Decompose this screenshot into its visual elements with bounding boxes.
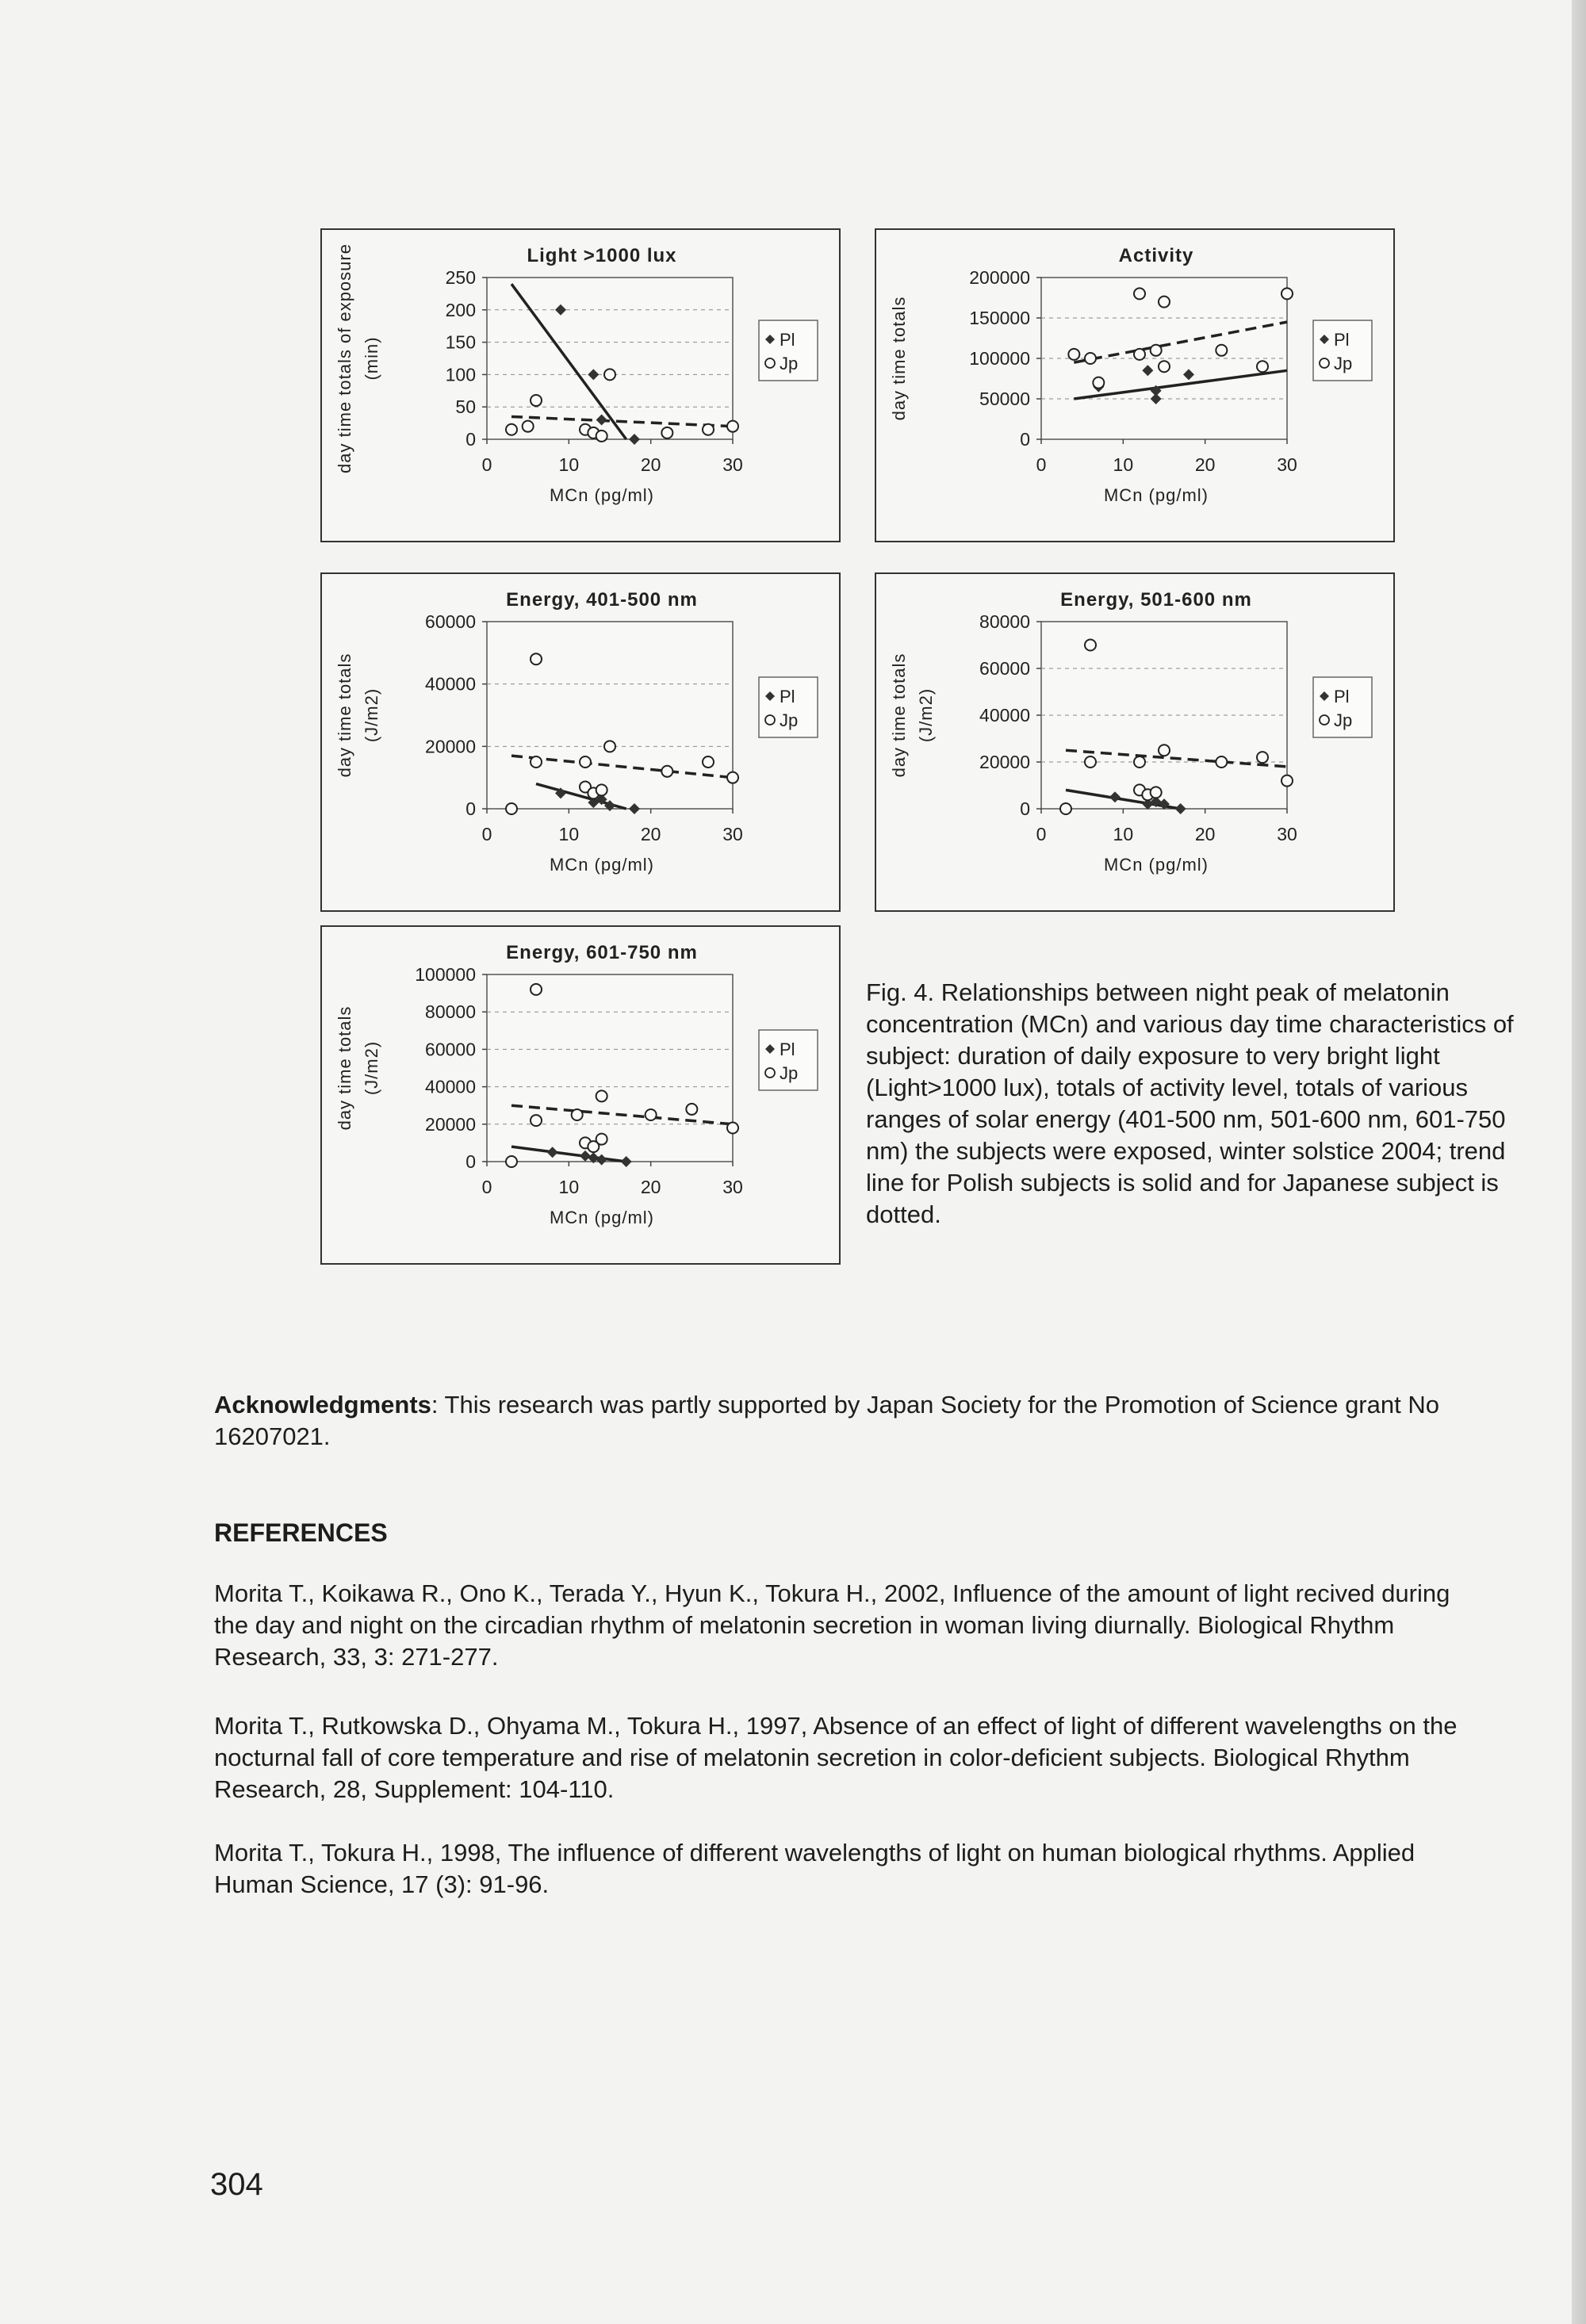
y-tick-label: 0: [465, 429, 476, 450]
data-point-jp: [703, 424, 714, 435]
data-point-jp: [531, 395, 542, 406]
x-tick-label: 0: [481, 1177, 492, 1197]
y-axis-label: day time totals: [889, 296, 909, 421]
plot-area: [487, 622, 733, 809]
x-tick-label: 10: [558, 824, 580, 844]
data-point-jp: [523, 421, 534, 432]
data-point-jp: [506, 424, 517, 435]
y-tick-label: 50000: [979, 389, 1030, 409]
x-tick-label: 0: [481, 454, 492, 475]
y-tick-label: 100000: [415, 964, 476, 985]
data-point-jp: [1151, 345, 1162, 356]
data-point-jp: [1159, 745, 1170, 756]
legend-pl-label: Pl: [780, 1039, 795, 1059]
data-point-jp: [531, 653, 542, 664]
acknowledgments: [214, 1389, 1467, 1453]
y-tick-label: 60000: [425, 611, 476, 632]
data-point-jp: [531, 1115, 542, 1126]
data-point-jp: [686, 1104, 697, 1115]
y-tick-label: 150: [445, 331, 476, 353]
x-tick-label: 10: [1113, 454, 1134, 475]
chart-light: [320, 228, 841, 542]
data-point-jp: [531, 756, 542, 768]
y-tick-label: 250: [445, 267, 476, 288]
data-point-jp: [506, 1156, 517, 1167]
data-point-jp: [1281, 775, 1293, 787]
y-axis-label: day time totals (J/m2): [335, 653, 381, 778]
x-axis-label: MCn (pg/ml): [549, 855, 655, 875]
data-point-jp: [1134, 756, 1145, 768]
legend-jp-marker: [1320, 358, 1329, 368]
data-point-jp: [604, 741, 615, 752]
y-tick-label: 150000: [969, 308, 1030, 328]
y-tick-label: 80000: [425, 1001, 476, 1023]
chart-svg: [322, 230, 839, 541]
legend-jp-marker: [765, 715, 775, 725]
x-tick-label: 10: [558, 1177, 580, 1197]
legend-jp-label: Jp: [1334, 354, 1353, 373]
x-axis-label: MCn (pg/ml): [549, 485, 655, 505]
data-point-jp: [1257, 752, 1268, 763]
y-tick-label: 20000: [425, 736, 476, 757]
y-axis-label: day time totals of exposure (min): [335, 243, 381, 473]
y-tick-label: 60000: [425, 1039, 476, 1060]
data-point-jp: [506, 803, 517, 814]
data-point-jp: [727, 1123, 738, 1134]
legend-pl-label: Pl: [1334, 687, 1350, 706]
data-point-jp: [1060, 803, 1071, 814]
chart-activity: [875, 228, 1395, 542]
legend-pl-label: Pl: [780, 330, 795, 350]
data-point-jp: [596, 784, 607, 795]
legend-jp-marker: [765, 1068, 775, 1078]
data-point-jp: [646, 1109, 657, 1120]
x-axis-label: MCn (pg/ml): [1103, 855, 1209, 875]
y-tick-label: 0: [465, 1151, 476, 1172]
data-point-jp: [1093, 377, 1104, 389]
x-tick-label: 20: [1194, 824, 1216, 844]
y-tick-label: 0: [1020, 429, 1030, 450]
data-point-jp: [661, 766, 672, 777]
ack-text: : This research was partly supported by Japan Society for the Promotion of Science grant No 16207021.: [214, 1391, 1439, 1450]
y-tick-label: 80000: [979, 611, 1030, 632]
y-tick-label: 20000: [979, 752, 1030, 772]
x-tick-label: 10: [1113, 824, 1134, 844]
chart-title: Energy, 501-600 nm: [1060, 589, 1252, 611]
x-axis-label: MCn (pg/ml): [1103, 485, 1209, 505]
legend-jp-label: Jp: [780, 1063, 799, 1083]
data-point-jp: [703, 756, 714, 768]
x-tick-label: 10: [558, 454, 580, 475]
plot-area: [487, 974, 733, 1162]
reference-2: Morita T., Rutkowska D., Ohyama M., Tokura H., 1997, Absence of an effect of light of different wavelengths on the nocturnal fall of core temperature and rise of melatonin secretion in color-deficient subjects. Biological Rhythm Research, 28, Supplement: 104-110.: [214, 1712, 1458, 1803]
y-tick-label: 50: [455, 396, 476, 418]
y-tick-label: 200: [445, 299, 476, 320]
y-tick-label: 20000: [425, 1113, 476, 1135]
legend-jp-marker: [765, 358, 775, 368]
x-tick-label: 30: [1277, 454, 1297, 475]
chart-svg: [876, 574, 1393, 910]
y-tick-label: 100: [445, 364, 476, 385]
x-tick-label: 20: [640, 824, 661, 844]
chart-svg: [322, 927, 839, 1263]
ack-label: Acknowledgments: [214, 1391, 431, 1419]
x-tick-label: 20: [640, 1177, 661, 1197]
x-tick-label: 0: [1036, 454, 1047, 475]
chart-title: Activity: [1118, 245, 1194, 266]
chart-title: Energy, 601-750 nm: [506, 942, 698, 963]
legend-pl-label: Pl: [780, 687, 795, 706]
references-heading: REFERENCES: [214, 1518, 388, 1547]
data-point-jp: [1281, 288, 1293, 299]
y-tick-label: 0: [465, 798, 476, 819]
data-point-jp: [580, 756, 591, 768]
data-point-jp: [572, 1109, 583, 1120]
data-point-jp: [1134, 349, 1145, 360]
legend-jp-label: Jp: [780, 710, 799, 730]
page-edge: [1572, 0, 1586, 2324]
legend-pl-label: Pl: [1334, 330, 1350, 350]
y-tick-label: 100000: [969, 348, 1030, 369]
reference-1: Morita T., Koikawa R., Ono K., Terada Y., Hyun K., Tokura H., 2002, Influence of the amount of light recived during the day and night on the circadian rhythm of melatonin secretion in woman living diurnally. Biological Rhythm Research, 33, 3: 271-277.: [214, 1579, 1450, 1671]
data-point-jp: [1159, 361, 1170, 372]
data-point-jp: [727, 421, 738, 432]
x-tick-label: 20: [1194, 454, 1216, 475]
chart-energy-601-750: [320, 925, 841, 1265]
y-tick-label: 40000: [979, 705, 1030, 726]
figure-caption: Fig. 4. Relationships between night peak of melatonin concentration (MCn) and various day time characteristics of subject: duration of daily exposure to very bright light (Light>1000 lux), totals of activity level, totals of various ranges of solar energy (401-500 nm, 501-600 nm, 601-750 nm) the subjects were exposed, winter solstice 2004; trend line for Polish subjects is solid and for Japanese subject is dotted.: [866, 978, 1514, 1228]
chart-svg: [322, 574, 839, 910]
data-point-jp: [1151, 787, 1162, 798]
data-point-jp: [1134, 288, 1145, 299]
y-tick-label: 0: [1020, 798, 1030, 819]
reference-3: Morita T., Tokura H., 1998, The influence of different wavelengths of light on human biological rhythms. Applied Human Science, 17 (3): 91-96.: [214, 1839, 1416, 1898]
chart-title: Light >1000 lux: [527, 245, 677, 266]
x-tick-label: 0: [481, 824, 492, 844]
data-point-jp: [1159, 297, 1170, 308]
data-point-jp: [596, 1134, 607, 1145]
y-tick-label: 200000: [969, 267, 1030, 288]
chart-svg: [876, 230, 1393, 541]
chart-energy-501-600: [875, 572, 1395, 912]
data-point-jp: [604, 369, 615, 380]
x-tick-label: 30: [722, 1177, 743, 1197]
data-point-jp: [727, 772, 738, 783]
x-tick-label: 0: [1036, 824, 1047, 844]
legend-jp-marker: [1320, 715, 1329, 725]
y-tick-label: 60000: [979, 658, 1030, 679]
x-tick-label: 20: [640, 454, 661, 475]
legend-jp-label: Jp: [780, 354, 799, 373]
x-axis-label: MCn (pg/ml): [549, 1208, 655, 1227]
x-tick-label: 30: [722, 454, 743, 475]
legend-jp-label: Jp: [1334, 710, 1353, 730]
data-point-jp: [596, 431, 607, 442]
data-point-jp: [1216, 345, 1227, 356]
data-point-jp: [1257, 361, 1268, 372]
data-point-jp: [1216, 756, 1227, 768]
chart-title: Energy, 401-500 nm: [506, 589, 698, 611]
data-point-jp: [1085, 640, 1096, 651]
data-point-jp: [1085, 756, 1096, 768]
y-axis-label: day time totals (J/m2): [889, 653, 936, 778]
y-tick-label: 40000: [425, 1076, 476, 1097]
data-point-jp: [596, 1090, 607, 1101]
chart-energy-401-500: [320, 572, 841, 912]
page-number: 304: [210, 2167, 263, 2202]
x-tick-label: 30: [722, 824, 743, 844]
x-tick-label: 30: [1277, 824, 1297, 844]
data-point-jp: [531, 984, 542, 995]
data-point-jp: [661, 427, 672, 438]
data-point-jp: [1085, 353, 1096, 364]
y-tick-label: 40000: [425, 673, 476, 695]
data-point-jp: [1068, 349, 1079, 360]
y-axis-label: day time totals (J/m2): [335, 1005, 381, 1131]
